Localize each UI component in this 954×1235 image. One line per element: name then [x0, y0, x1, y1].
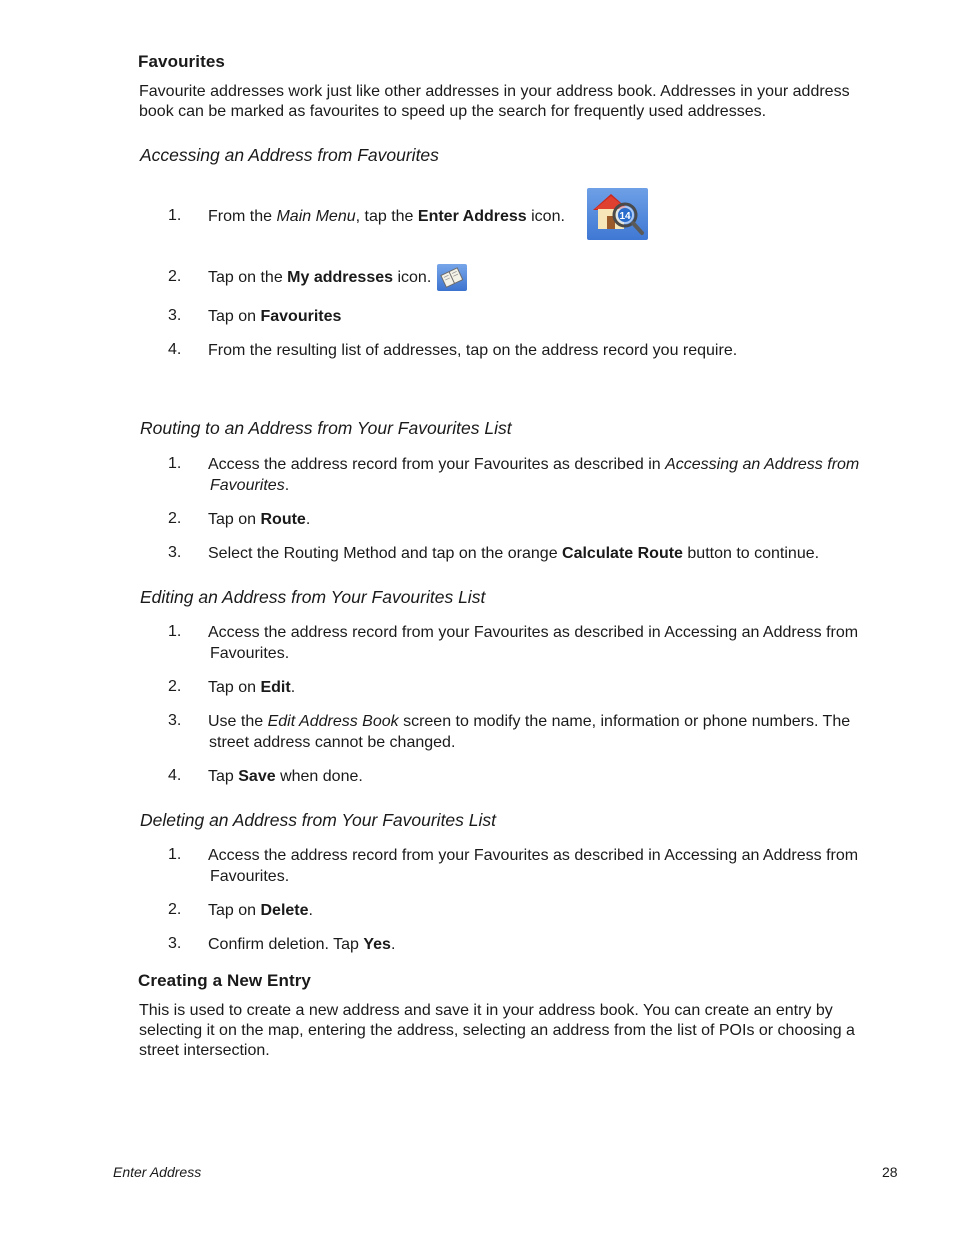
step-tap-edit: Tap on Edit. — [208, 679, 296, 696]
step-confirm-deletion: Confirm deletion. Tap Yes. — [208, 936, 396, 953]
creating-paragraph: This is used to create a new address and save it in your address book. You can create an entry by selecting it on the map, entering the address, selecting an address from the list of POIs or choosing a street intersection. — [139, 1002, 855, 1059]
step-number: 1. — [168, 846, 182, 863]
footer-section-name: Enter Address — [113, 1164, 202, 1180]
step-number: 1. — [168, 207, 182, 224]
step-number: 3. — [168, 544, 182, 561]
step-tap-route: Tap on Route. — [208, 511, 311, 528]
intro-line-2: book can be marked as favourites to speed up the search for frequently used addresses. — [139, 103, 767, 120]
page-number: 28 — [882, 1164, 898, 1180]
intro-paragraph — [139, 82, 889, 122]
step-number: 1. — [168, 623, 182, 640]
step-number: 4. — [168, 341, 182, 358]
section-title-favourites: Favourites — [138, 52, 225, 71]
step-number: 4. — [168, 767, 182, 784]
section-title-creating: Creating a New Entry — [138, 971, 311, 990]
step-calculate-route: Select the Routing Method and tap on the orange Calculate Route button to continue. — [208, 545, 820, 562]
step-tap-save: Tap Save when done. — [208, 768, 363, 785]
subheading-accessing: Accessing an Address from Favourites — [140, 145, 439, 165]
subheading-editing: Editing an Address from Your Favourites List — [140, 587, 486, 607]
subheading-routing: Routing to an Address from Your Favourites List — [140, 418, 512, 438]
step-tap-delete: Tap on Delete. — [208, 902, 313, 919]
intro-line-1: Favourite addresses work just like other addresses in your address book. Addresses in your address — [139, 83, 850, 100]
step-tap-favourites: Tap on Favourites — [208, 308, 342, 325]
step-number: 2. — [168, 510, 182, 527]
step-select-record: From the resulting list of addresses, tap on the address record you require. — [208, 342, 738, 359]
svg-text:14: 14 — [619, 211, 631, 222]
step-number: 2. — [168, 901, 182, 918]
step-enter-address: From the Main Menu, tap the Enter Address icon. — [208, 208, 565, 225]
step-my-addresses: Tap on the My addresses icon. — [208, 269, 432, 286]
step-access-record: Access the address record from your Favourites as described in Accessing an Address from Favourites. — [208, 456, 860, 494]
my-addresses-book-icon — [437, 264, 467, 291]
step-number: 3. — [168, 712, 182, 729]
step-number: 2. — [168, 268, 182, 285]
enter-address-house-icon — [587, 188, 648, 240]
subheading-deleting: Deleting an Address from Your Favourites List — [140, 810, 497, 830]
step-access-record: Access the address record from your Favourites as described in Accessing an Address from Favourites. — [208, 624, 859, 662]
step-access-record: Access the address record from your Favourites as described in Accessing an Address from Favourites. — [208, 847, 859, 885]
step-number: 3. — [168, 307, 182, 324]
step-edit-address-book: Use the Edit Address Book screen to modify the name, information or phone numbers. The street address cannot be changed. — [208, 713, 851, 751]
step-number: 2. — [168, 678, 182, 695]
step-number: 3. — [168, 935, 182, 952]
step-number: 1. — [168, 455, 182, 472]
